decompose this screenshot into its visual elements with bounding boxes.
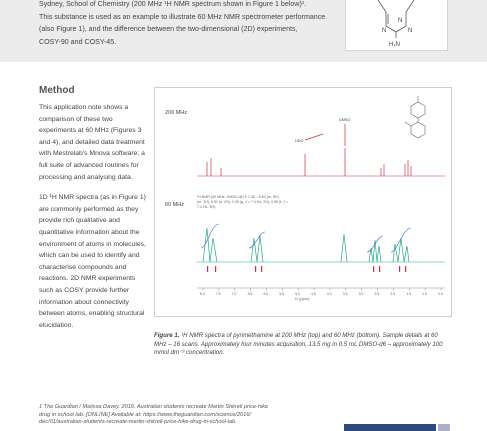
nmr-spectrum-figure (154, 87, 452, 317)
integral-mark-5 (373, 266, 374, 272)
integral-3 (367, 236, 383, 252)
x-axis-label: f1 (ppm) (295, 297, 310, 301)
x-tick-label: 5.5 (279, 292, 285, 296)
method-paragraph-1: This application note shows a comparison of these two experiments at 60 MHz (Figures 3 and 4), and detailed data treatment with Mestrelab's Mnova software; a full suite of advanced routines for processing and analysing data. (39, 104, 145, 181)
annotation-line-3: 7.4 Hz, 3H). (197, 205, 217, 209)
method-heading: Method (39, 85, 75, 96)
peak-60-dmso (341, 234, 347, 262)
x-tick-label: 4.0 (326, 292, 332, 296)
svg-text:N: N (382, 28, 387, 34)
intro-line-4: COSY-90 and COSY-45. (39, 37, 117, 46)
bottom-spectrum-peaks (203, 228, 409, 262)
intro-section (0, 0, 487, 62)
svg-text:N: N (398, 18, 403, 24)
x-tick-label: 3.5 (342, 292, 348, 296)
x-tick-label: 1.0 (422, 292, 427, 296)
x-tick-label: 4.5 (311, 292, 316, 296)
integral-2 (249, 232, 265, 248)
peak-60-ch2 (369, 240, 381, 262)
annotation-line-1: ¹H NMR (60 MHz, DMSO-d6) δ 7.48 – 6.63 (m, 5H) (197, 195, 279, 199)
figure-caption (154, 332, 446, 358)
integral-mark-6 (379, 266, 380, 272)
label-200mhz: 200 MHz (165, 110, 188, 116)
hdo-label: HDO (295, 139, 304, 143)
nmr-spectrum-svg (155, 88, 451, 316)
footnote-line-1: 1 The Guardian / Melissa Davey. 2016. Australian students recreate Martin Shkreli price-hike (39, 404, 269, 410)
x-tick-label: 6.0 (263, 292, 269, 296)
footer-brand-accent (438, 424, 450, 431)
nh2-label: H₂N (389, 42, 400, 48)
x-tick-label: 8.0 (200, 292, 205, 296)
footnote-line-2: drug in school lab. [ONLINE] Available at: https://www.theguardian.com/science/2016/ (39, 411, 252, 418)
x-tick-label: 2.0 (390, 292, 396, 296)
intro-line-3: (also Figure 1), and the difference between the two-dimensional (2D) experiments, (39, 25, 298, 34)
annotation-line-2: (m, 2H), 6.51 (s, 2H), 2.09 (q, J = 7.4 Hz, 2H), 0.95 (t, J = (197, 200, 289, 204)
x-tick-label: 2.5 (374, 292, 380, 296)
pyrimidine-ring-drawing (346, 0, 447, 50)
label-60mhz: 60 MHz (165, 202, 184, 208)
integral-mark-7 (399, 266, 400, 272)
hdo-arrow (305, 134, 323, 140)
peak-60-aromatic (203, 228, 217, 262)
footnote (39, 404, 309, 427)
figure-caption-text: ¹H NMR spectra of pyrimethamine at 200 MHz (top) and 60 MHz (bottom). Sample details at 60 MHz – 16 scans. Approximately four minutes acquisition, 13.5 mg in 0.5 mL DMSO-d6 – approximately 100 mmol dm⁻³ concentration. (154, 332, 443, 357)
peak-60-ch3 (393, 238, 409, 262)
integral-mark-3 (255, 266, 256, 272)
svg-text:N: N (408, 28, 413, 34)
intro-line-2: This substance is used as an example to illustrate 60 MHz NMR spectrometer performance (39, 12, 326, 21)
x-tick-label: 3.0 (358, 292, 364, 296)
x-tick-label: 5.0 (295, 292, 300, 296)
method-paragraph-2: 1D ¹H NMR spectra (as in Figure 1) are commonly performed as they provide rich qualitative and quantitative information about the environment of atoms in molecules, which can be used to identify and characterise compounds and reactions. 2D NMR experiments such as COSY provide further information about connectivity between atoms, enabling structural elucidation. (39, 194, 146, 329)
method-text-column (39, 102, 151, 340)
x-tick-label: 7.0 (231, 292, 237, 296)
molecule-structure (345, 0, 448, 51)
x-tick-label: 0.5 (438, 292, 443, 296)
figure-caption-label: Figure 1. (154, 332, 180, 339)
inset-structure (405, 96, 425, 138)
x-tick-label: 7.5 (215, 292, 221, 296)
x-axis-ticks (200, 288, 443, 296)
integral-marks (207, 266, 406, 272)
integral-mark-1 (207, 266, 208, 272)
footer-brand-bar (344, 424, 436, 431)
footnote-line-3: dec/01/australian-students-recreate-martin-shkreli-price-hike-drug-in-school-lab. (39, 419, 237, 426)
integral-mark-4 (261, 266, 262, 272)
integral-mark-2 (215, 266, 216, 272)
x-tick-label: 6.5 (247, 292, 253, 296)
intro-text (39, 0, 339, 48)
intro-line-1: Sydney, School of Chemistry (200 MHz ¹H NMR spectrum shown in Figure 1 below)¹. (39, 0, 307, 8)
dmso-label: DMSO (339, 118, 351, 122)
top-spectrum-peaks (207, 148, 411, 176)
integral-mark-8 (405, 266, 406, 272)
integral-1 (201, 224, 219, 248)
x-tick-label: 1.5 (406, 292, 411, 296)
peak-arrows (305, 124, 345, 146)
